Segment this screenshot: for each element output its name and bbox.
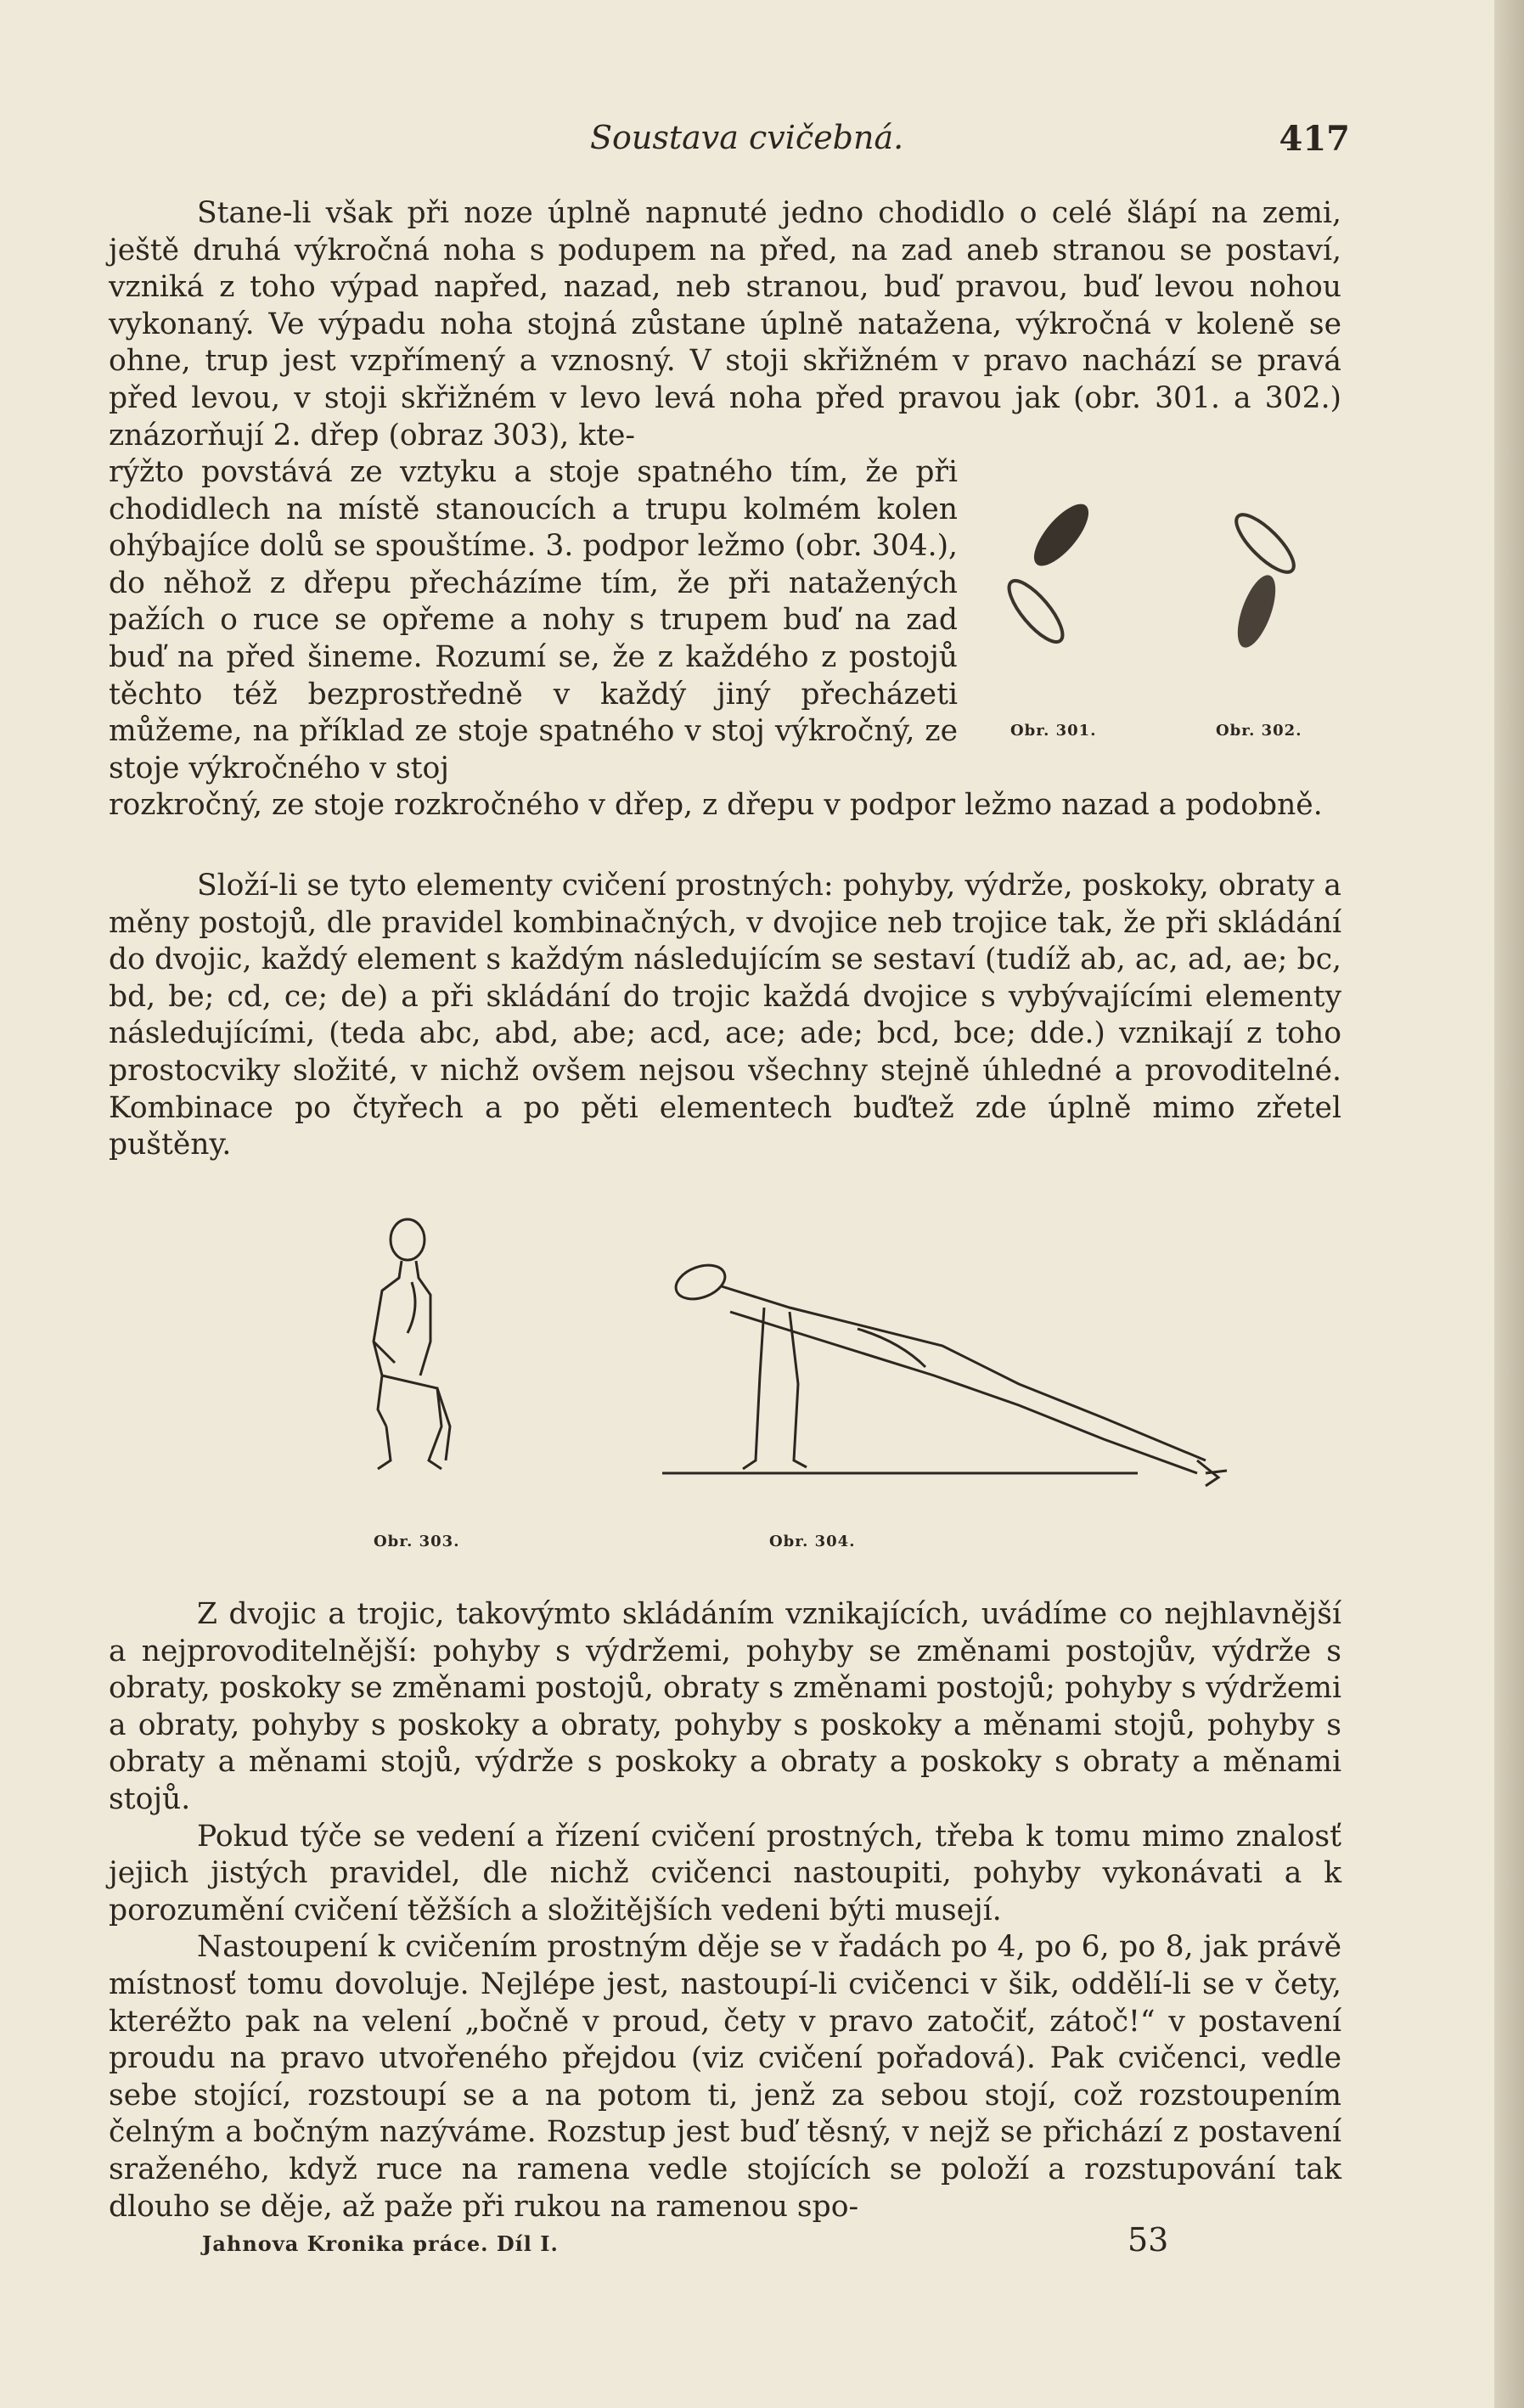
squatting-man-illustration [335,1214,471,1486]
paragraph-text: rozkročný, ze stoje rozkročného v dřep, z dřepu v podpor ležmo nazad a podobně. [109,788,1323,822]
figure-302 [1206,509,1333,662]
caption-304: Obr. 304. [769,1533,856,1550]
paragraph-text: Pokud týče se vedení a řízení cvičení prostných, třeba k tomu mimo znalosť jejich jistých pravidel, dle nichž cvičenci nastoupiti, pohyby vykonávati a k porozumění cvičení těžších a složitějších vedeni býti musejí. [109,1819,1341,1927]
paragraph-text: Nastoupení k cvičením prostným děje se v řadách po 4, po 6, po 8, jak právě místnosť tomu dovoluje. Nejlépe jest, nastoupí-li cvičenci v šik, oddělí-li se v čety, kteréžto pak na velení „bočně v proud, čety v pravo zatočiť, zátoč!“ v postavení proudu na pravo utvořeného přejdou (viz cvičení pořadová). Pak cvičenci, vedle sebe stojící, rozstoupí se a na potom ti, jenž za sebou stojí, což rozstoupením čelným a bočným nazýváme. Rozstup jest buď těsný, v nejž se přichází z postavení sraženého, když ruce na ramena vedle stojících se položí a rozstupování tak dlouho se děje, až paže při rukou na ramenou spo- [109,1930,1341,2224]
paragraph-2 [109,868,1341,1164]
footer-signature: Jahnova Kronika práce. Díl I. [202,2231,559,2256]
figure-304 [662,1248,1324,1494]
paragraph-text: Stane-li však při noze úplně napnuté jedno chodidlo o celé šlápí na zemi, ještě druhá výkročná noha s podupem na před, na zad aneb stranou se postaví, vzniká z toho výpad napřed, nazad, neb stranou, buď pravou, buď levou nohou vykonaný. Ve výpadu noha stojná zůstane úplně natažena, výkročná v koleně se ohne, trup jest vzpřímený a vznosný. V stoji skřižném v pravo nachází se pravá před levou, v stoji skřižném v levo levá noha před pravou jak (obr. 301. a 302.) znázorňují 2. dřep (obraz 303), kte- [109,196,1341,453]
signature-number: 53 [1128,2221,1169,2259]
footprint-pair-icon [1206,509,1333,662]
caption-303: Obr. 303. [374,1533,460,1550]
book-edge [1494,0,1524,2408]
caption-301: Obr. 301. [1010,722,1097,740]
paragraph-1 [109,195,1341,454]
paragraph-text: Složí-li se tyto elementy cvičení prostných: pohyby, výdrže, poskoky, obraty a měny postojů, dle pravidel kombinačných, v dvojice neb trojice tak, že při skládání do dvojic, každý element s každým následujícím se sestaví (tudíž ab, ac, ad, ae; bc, bd, be; cd, ce; de) a při skládání do trojic každá dvojice s vybývajícími elementy následujícími, (teda abc, abd, abe; acd, ace; ade; bcd, bce; dde.) vznikají z toho prostocviky složité, v nichž ovšem nejsou všechny stejně úhledné a provoditelné. Kombinace po čtyřech a po pěti elementech buďtež zde úplně mimo zřetel puštěny. [109,869,1341,1162]
paragraph-1-wrap [109,454,958,787]
paragraph-group-3 [109,1596,1341,2225]
running-header [102,119,1350,170]
page-number: 417 [1279,119,1350,159]
paragraph-1-tail [109,787,1341,824]
paragraph-text: Z dvojic a trojic, takovýmto skládáním vznikajících, uvádíme co nejhlavnější a nejprovoditelnější: pohyby s výdržemi, pohyby se změnami postojův, výdrže s obraty, poskoky se změnami postojů, obraty s změnami postojů; pohyby s výdržemi a obraty, pohyby s poskoky a obraty, pohyby s poskoky a měnami stojů, pohyby s obraty a měnami stojů, výdrže s poskoky a obraty a poskoky s obraty a měnami stojů. [109,1597,1341,1816]
push-up-man-illustration [662,1248,1324,1494]
footprint-pair-icon [985,501,1104,662]
paragraph-text: rýžto povstává ze vztyku a stoje spatného tím, že při chodidlech na místě stanoucích a trupu kolmém kolen ohýbajíce dolů se spouštíme. 3. podpor ležmo (obr. 304.), do něhož z dřepu přecházíme tím, že při natažených pažích o ruce se opřeme a nohy s trupem buď na zad buď na před šineme. Rozumí se, že z každého z postojů těchto též bezprostředně v každý jiný přecházeti můžeme, na příklad ze stoje spatného v stoj výkročný, ze stoje výkročného v stoj [109,455,958,785]
section-title: Soustava cvičebná. [590,119,904,156]
figure-301 [985,501,1104,662]
caption-302: Obr. 302. [1216,722,1302,740]
figure-303 [335,1214,471,1486]
